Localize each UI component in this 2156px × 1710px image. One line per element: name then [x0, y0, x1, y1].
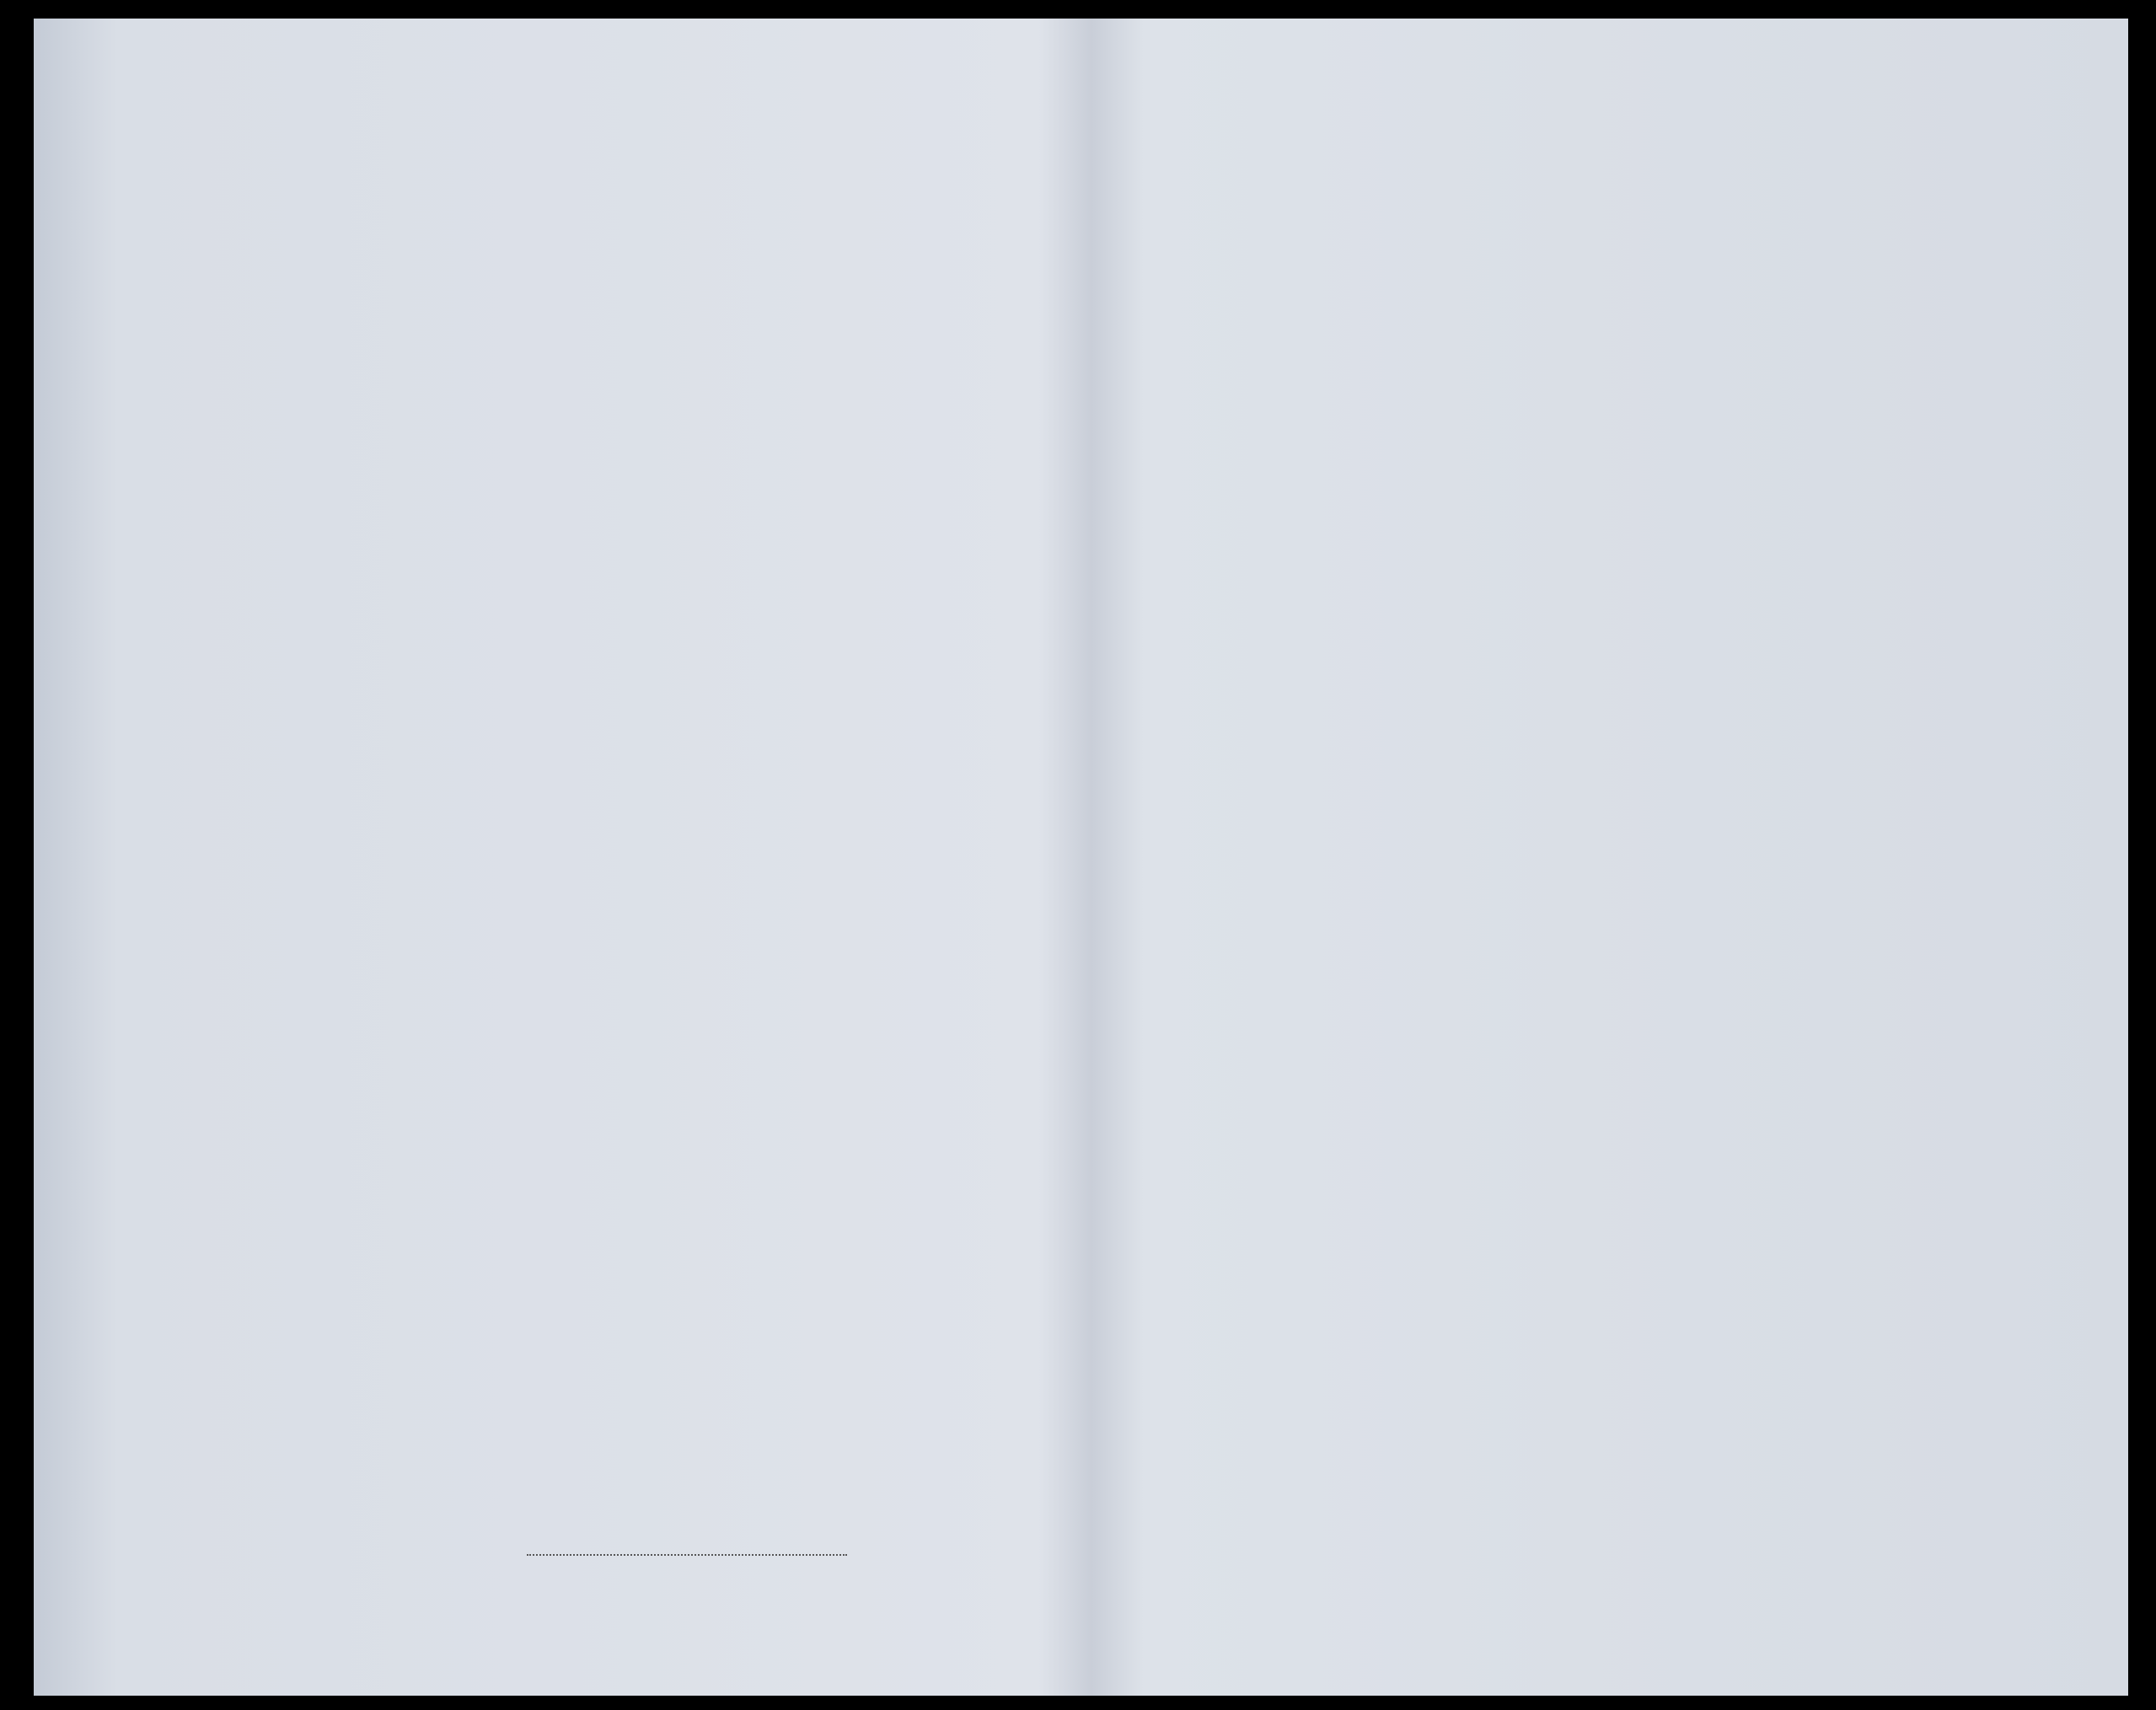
signature-line [527, 1554, 847, 1556]
census-sheet [34, 19, 2128, 1696]
